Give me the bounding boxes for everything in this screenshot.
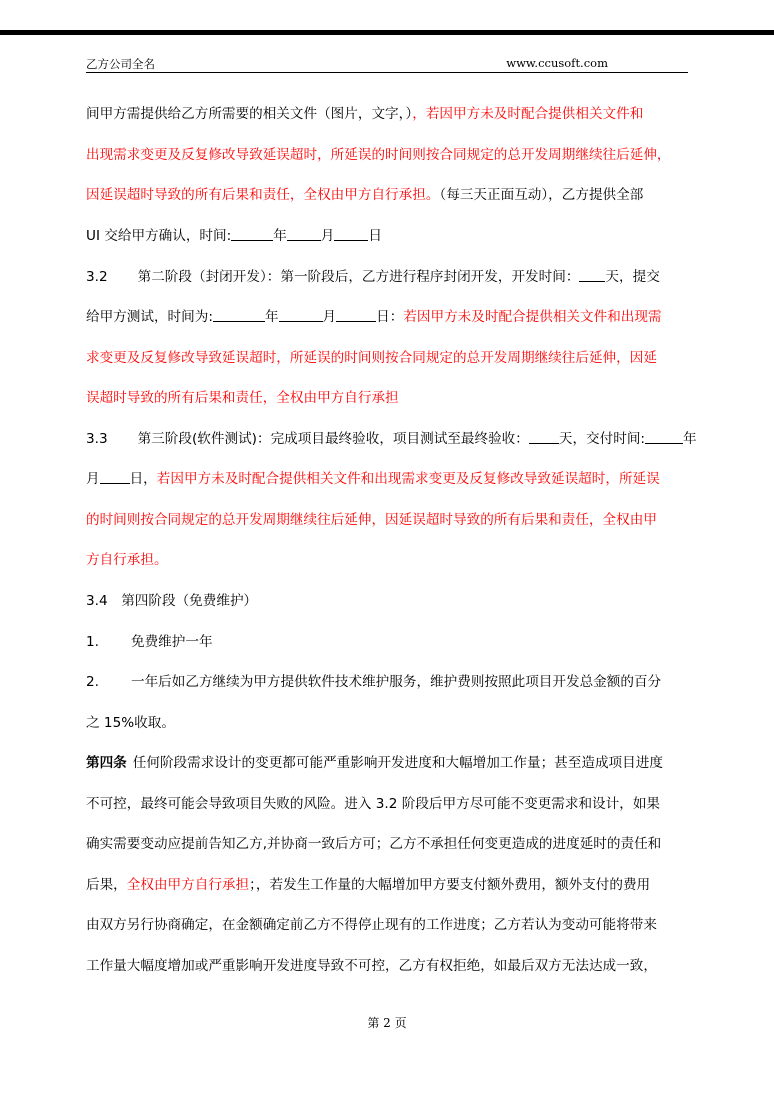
paragraph-line: 后果，全权由甲方自行承担；，若发生工作量的大幅增加甲方要支付额外费用，额外支付的费用 bbox=[86, 877, 651, 893]
header-website: www.ccusoft.com bbox=[506, 56, 608, 70]
section-3-3-heading: 3.3 第三阶段(软件测试)：完成项目最终验收，项目测试至最终验收： 天，交付时间: 年 bbox=[86, 431, 697, 447]
paragraph-line: 误超时导致的所有后果和责任，全权由甲方自行承担 bbox=[86, 390, 399, 406]
blank-underline bbox=[579, 267, 605, 282]
paragraph-line: 求变更及反复修改导致延误超时，所延误的时间则按合同规定的总开发周期继续往后延伸，因延 bbox=[86, 350, 657, 366]
list-item: 2. 一年后如乙方继续为甲方提供软件技术维护服务，维护费则按照此项目开发总金额的百分 bbox=[86, 674, 662, 690]
header-company-name: 乙方公司全名 bbox=[86, 57, 155, 71]
page-prefix: 第 bbox=[367, 1016, 380, 1030]
paragraph-line: 之 15%收取。 bbox=[86, 715, 175, 731]
paragraph-line: 给甲方测试，时间为: 年 月 日：若因甲方未及时配合提供相关文件和出现需 bbox=[86, 309, 662, 325]
page-header bbox=[86, 56, 688, 72]
list-item: 1. 免费维护一年 bbox=[86, 634, 213, 650]
blank-underline bbox=[287, 226, 321, 241]
paragraph-line: 由双方另行协商确定，在金额确定前乙方不得停止现有的工作进度；乙方若认为变动可能将带来 bbox=[86, 917, 657, 933]
blank-underline bbox=[213, 307, 265, 322]
paragraph-line: 出现需求变更及反复修改导致延误超时，所延误的时间则按合同规定的总开发周期继续往后延伸， bbox=[86, 147, 671, 163]
page-number: 2 bbox=[383, 1016, 391, 1030]
header-rule bbox=[86, 72, 688, 73]
blank-underline bbox=[529, 429, 559, 444]
blank-underline bbox=[645, 429, 683, 444]
section-3-4-heading: 3.4 第四阶段（免费维护） bbox=[86, 593, 258, 609]
blank-underline bbox=[231, 226, 273, 241]
article-4-heading: 第四条 任何阶段需求设计的变更都可能严重影响开发进度和大幅增加工作量；甚至造成项目进度 bbox=[86, 755, 663, 771]
paragraph-line: 的时间则按合同规定的总开发周期继续往后延伸，因延误超时导致的所有后果和责任，全权由甲 bbox=[86, 512, 657, 528]
paragraph-line: 因延误超时导致的所有后果和责任，全权由甲方自行承担。（每三天正面互动），乙方提供全部 bbox=[86, 187, 644, 203]
blank-underline bbox=[279, 307, 323, 322]
paragraph-line: 间甲方需提供给乙方所需要的相关文件（图片，文字，），若因甲方未及时配合提供相关文件和 bbox=[86, 106, 644, 122]
paragraph-line: UI 交给甲方确认，时间: 年 月 日 bbox=[86, 228, 382, 244]
paragraph-line: 不可控，最终可能会导致项目失败的风险。进入 3.2 阶段后甲方尽可能不变更需求和设计，如果 bbox=[86, 796, 661, 812]
section-3-2-heading: 3.2 第二阶段（封闭开发）：第一阶段后，乙方进行程序封闭开发，开发时间： 天，提交 bbox=[86, 269, 660, 285]
blank-underline bbox=[334, 226, 368, 241]
paragraph-line: 方自行承担。 bbox=[86, 552, 168, 568]
header-thick-rule bbox=[0, 30, 774, 35]
page-footer bbox=[0, 1014, 774, 1031]
page-suffix: 页 bbox=[394, 1016, 407, 1030]
paragraph-line: 确实需要变动应提前告知乙方,并协商一致后方可；乙方不承担任何变更造成的进度延时的责任和 bbox=[86, 836, 662, 852]
blank-underline bbox=[100, 469, 130, 484]
blank-underline bbox=[336, 307, 376, 322]
paragraph-line: 月 日，若因甲方未及时配合提供相关文件和出现需求变更及反复修改导致延误超时，所延误 bbox=[86, 471, 660, 487]
paragraph-line: 工作量大幅度增加或严重影响开发进度导致不可控，乙方有权拒绝，如最后双方无法达成一致， bbox=[86, 958, 657, 974]
